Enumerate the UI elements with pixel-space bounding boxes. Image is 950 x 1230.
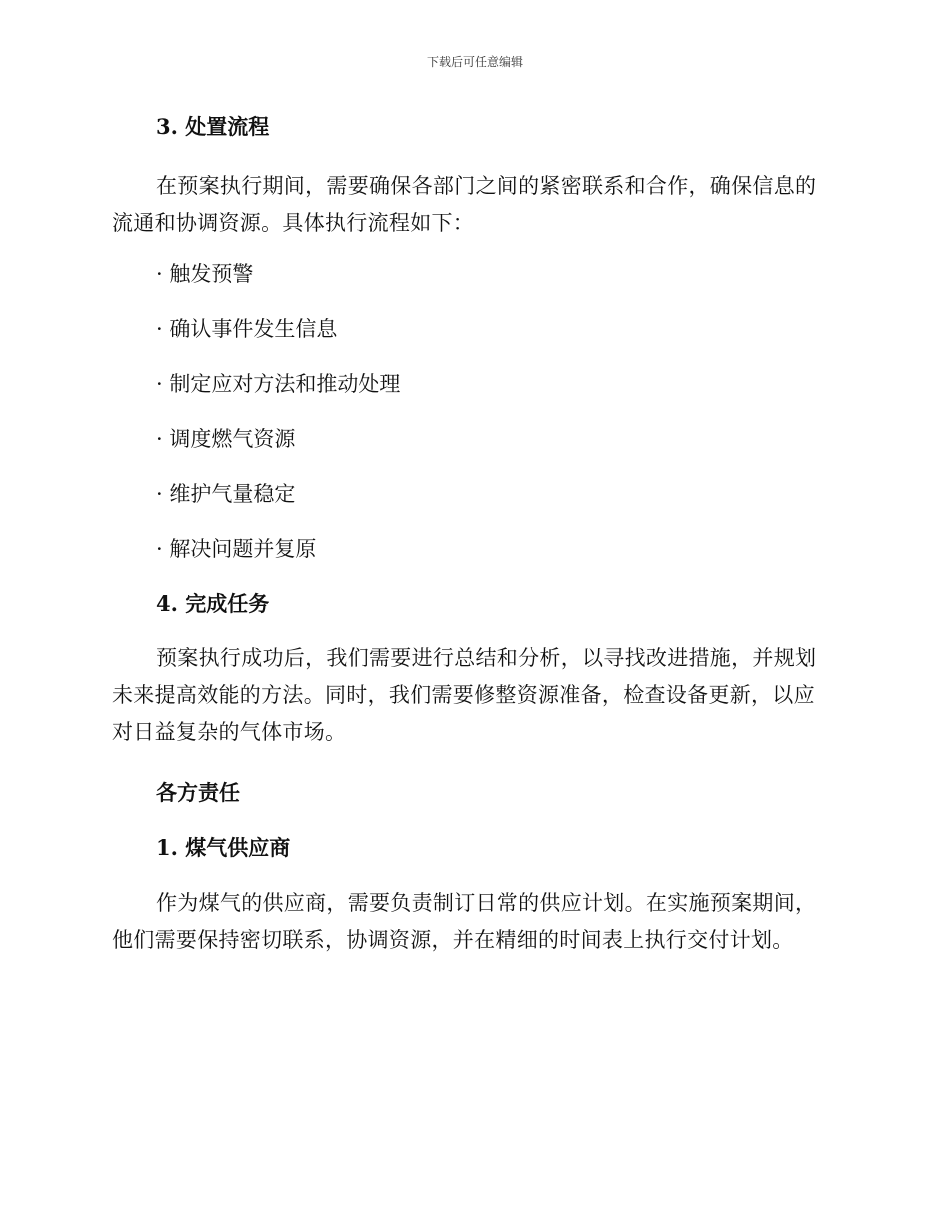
section-heading-complete: 4. 完成任务	[156, 591, 270, 616]
section-heading-supplier: 1. 煤气供应商	[156, 835, 291, 860]
paragraph-process: 在预案执行期间，需要确保各部门之间的紧密联系和合作，确保信息的流通和协调资源。具体执行流程如下：	[112, 174, 817, 235]
process-step-3: · 制定应对方法和推动处理	[156, 372, 401, 396]
section-heading-process: 3. 处置流程	[156, 114, 270, 139]
section-heading-responsibility: 各方责任	[156, 780, 240, 805]
page-header: 下载后可任意编辑	[426, 55, 523, 69]
process-step-6: · 解决问题并复原	[156, 537, 317, 561]
process-step-4: · 调度燃气资源	[156, 427, 296, 451]
process-step-2: · 确认事件发生信息	[156, 317, 338, 341]
paragraph-complete: 预案执行成功后，我们需要进行总结和分析，以寻找改进措施，并规划未来提高效能的方法。同时，我们需要修整资源准备，检查设备更新，以应对日益复杂的气体市场。	[112, 646, 817, 744]
document-body	[112, 112, 832, 959]
process-step-1: · 触发预警	[156, 262, 254, 286]
process-step-5: · 维护气量稳定	[156, 482, 296, 506]
paragraph-supplier: 作为煤气的供应商，需要负责制订日常的供应计划。在实施预案期间，他们需要保持密切联系，协调资源，并在精细的时间表上执行交付计划。	[112, 891, 817, 952]
